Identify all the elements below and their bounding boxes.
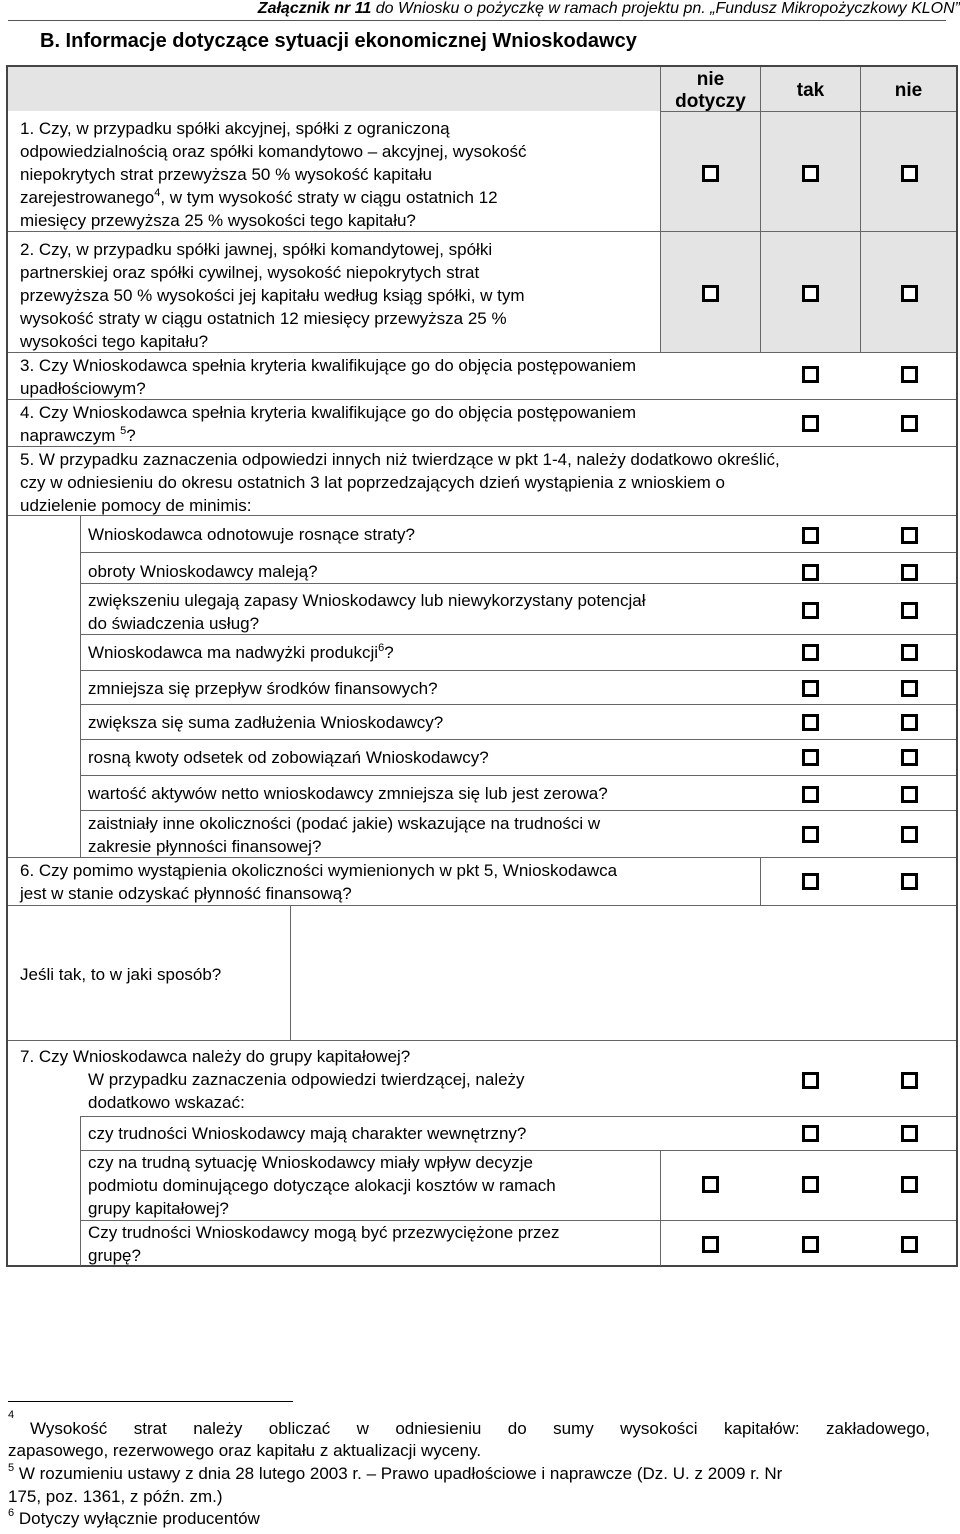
footnote-6-number: 6 bbox=[8, 1507, 15, 1519]
column-header-not-applicable bbox=[661, 69, 760, 113]
q7-left-indent bbox=[80, 1116, 81, 1266]
q3-checkbox-no[interactable] bbox=[901, 366, 918, 383]
q1-line: 1. Czy, w przypadku spółki akcyjnej, spółki z ograniczoną bbox=[20, 119, 450, 138]
q2-line: 2. Czy, w przypadku spółki jawnej, spółki komandytowej, spółki bbox=[20, 240, 493, 259]
section-title: B. Informacje dotyczące sytuacji ekonomicznej Wnioskodawcy bbox=[40, 30, 637, 52]
q2-line: partnerskiej oraz spółki cywilnej, wysokość niepokrytych strat bbox=[20, 263, 480, 282]
q5g-checkbox-yes[interactable] bbox=[802, 749, 819, 766]
q5i-label: zakresie płynności finansowej? bbox=[88, 837, 322, 856]
column-header-yes: tak bbox=[796, 80, 825, 101]
footnote-6-text: Dotyczy wyłącznie producentów bbox=[18, 1509, 260, 1528]
footnote-ref-4[interactable]: 4 bbox=[154, 187, 161, 199]
row-divider-q7a bbox=[80, 1116, 956, 1117]
footnote-separator bbox=[8, 1401, 293, 1402]
q5h-label: wartość aktywów netto wnioskodawcy zmniejsza się lub jest zerowa? bbox=[88, 784, 608, 803]
q5-line: czy w odniesieniu do okresu ostatnich 3 lat poprzedzających dzień wystąpienia z wnioskiem o bbox=[20, 473, 725, 492]
column-header-no: nie bbox=[894, 80, 923, 101]
footnote-ref-6[interactable]: 6 bbox=[378, 642, 385, 654]
q7-line: W przypadku zaznaczenia odpowiedzi twierdzącej, należy bbox=[88, 1070, 525, 1089]
q4-line: 4. Czy Wnioskodawca spełnia kryteria kwalifikujące go do objęcia postępowaniem bbox=[20, 403, 637, 422]
footnote-5-number: 5 bbox=[8, 1462, 15, 1474]
col-divider-3 bbox=[860, 67, 861, 352]
footnote-6 bbox=[8, 1508, 260, 1530]
q5g-checkbox-no[interactable] bbox=[901, 749, 918, 766]
q6-line: 6. Czy pomimo wystąpienia okoliczności wymienionych w pkt 5, Wnioskodawca bbox=[20, 861, 618, 880]
q7b-checkbox-yes[interactable] bbox=[802, 1176, 819, 1193]
q2-checkbox-yes[interactable] bbox=[802, 285, 819, 302]
q5d-text: ? bbox=[384, 643, 394, 662]
q5d-text: Wnioskodawca ma nadwyżki produkcji bbox=[88, 643, 379, 662]
footnote-4 bbox=[8, 1410, 14, 1432]
q5g-label: rosną kwoty odsetek od zobowiązań Wnioskodawcy? bbox=[88, 748, 489, 767]
q5e-checkbox-no[interactable] bbox=[901, 680, 918, 697]
row-divider-q4 bbox=[8, 399, 956, 400]
q5e-label: zmniejsza się przepływ środków finansowych? bbox=[88, 679, 438, 698]
q7c-checkbox-not-applicable[interactable] bbox=[702, 1236, 719, 1253]
row-divider-q5f bbox=[80, 739, 956, 740]
q7c-checkbox-no[interactable] bbox=[901, 1236, 918, 1253]
q1-line: miesięcy przewyższa 25 % wysokości tego kapitału? bbox=[20, 211, 416, 230]
q5h-checkbox-yes[interactable] bbox=[802, 786, 819, 803]
q4-checkbox-no[interactable] bbox=[901, 415, 918, 432]
footnote-5-text: 175, poz. 1361, z późn. zm.) bbox=[8, 1487, 223, 1506]
q7b-checkbox-no[interactable] bbox=[901, 1176, 918, 1193]
q7-checkbox-no[interactable] bbox=[901, 1072, 918, 1089]
q6-answer-right bbox=[760, 857, 761, 905]
q1-line: odpowiedzialnością oraz spółki komandytowo – akcyjnej, wysokość bbox=[20, 142, 527, 161]
header-divider bbox=[8, 20, 946, 21]
q7b-label: czy na trudną sytuację Wnioskodawcy miały wpływ decyzje bbox=[88, 1153, 534, 1172]
q4-text: ? bbox=[126, 426, 136, 445]
footnote-4-number: 4 bbox=[8, 1409, 15, 1421]
q5c-label: zwiększeniu ulegają zapasy Wnioskodawcy lub niewykorzystany potencjał bbox=[88, 591, 646, 610]
q4-line bbox=[20, 424, 136, 447]
row-divider-q5h bbox=[80, 810, 956, 811]
q5a-checkbox-yes[interactable] bbox=[802, 527, 819, 544]
attachment-header bbox=[0, 0, 960, 18]
q7-answer-divider bbox=[660, 1150, 661, 1266]
q5-line: 5. W przypadku zaznaczenia odpowiedzi innych niż twierdzące w pkt 1-4, należy dodatkowo określić, bbox=[20, 450, 780, 469]
column-header-not-applicable-line1: nie bbox=[696, 69, 725, 90]
col-divider-2 bbox=[760, 67, 761, 352]
q5i-checkbox-no[interactable] bbox=[901, 826, 918, 843]
q6-followup-label: Jeśli tak, to w jaki sposób? bbox=[20, 965, 222, 984]
q7b-label: grupy kapitałowej? bbox=[88, 1199, 229, 1218]
footnote-4-text: Wysokość strat należy obliczać w odniesieniu do sumy wysokości kapitałów: zakładowego, bbox=[30, 1419, 930, 1438]
q5-line: udzielenie pomocy de minimis: bbox=[20, 496, 252, 515]
q7-checkbox-yes[interactable] bbox=[802, 1072, 819, 1089]
q1-line bbox=[20, 186, 498, 209]
q1-checkbox-yes[interactable] bbox=[802, 165, 819, 182]
q3-line: upadłościowym? bbox=[20, 379, 146, 398]
q5-left-indent bbox=[80, 515, 81, 857]
q5i-checkbox-yes[interactable] bbox=[802, 826, 819, 843]
q5f-label: zwiększa się suma zadłużenia Wnioskodawcy? bbox=[88, 713, 444, 732]
q2-checkbox-no[interactable] bbox=[901, 285, 918, 302]
q6-checkbox-yes[interactable] bbox=[802, 873, 819, 890]
q7-line: dodatkowo wskazać: bbox=[88, 1093, 245, 1112]
q5c-checkbox-yes[interactable] bbox=[802, 602, 819, 619]
q6-followup-answer-area[interactable] bbox=[292, 907, 954, 1038]
q1-checkbox-no[interactable] bbox=[901, 165, 918, 182]
q5f-checkbox-yes[interactable] bbox=[802, 714, 819, 731]
q2-line: wysokość straty w ciągu ostatnich 12 miesięcy przewyższa 25 % bbox=[20, 309, 507, 328]
row-divider-q5d bbox=[80, 670, 956, 671]
row-divider-q5e bbox=[80, 704, 956, 705]
attachment-number: Załącznik nr 11 bbox=[257, 0, 372, 17]
column-header-not-applicable-line2: dotyczy bbox=[675, 91, 746, 112]
q7a-label: czy trudności Wnioskodawcy mają charakter wewnętrzny? bbox=[88, 1124, 527, 1143]
row-divider-q5a bbox=[80, 552, 956, 553]
q2-checkbox-not-applicable[interactable] bbox=[702, 285, 719, 302]
q5b-checkbox-yes[interactable] bbox=[802, 564, 819, 581]
q5a-label: Wnioskodawca odnotowuje rosnące straty? bbox=[88, 525, 415, 544]
q5d-checkbox-yes[interactable] bbox=[802, 644, 819, 661]
q5h-checkbox-no[interactable] bbox=[901, 786, 918, 803]
q4-text: naprawczym bbox=[20, 426, 116, 445]
footnote-5-text: W rozumieniu ustawy z dnia 28 lutego 2003 r. – Prawo upadłościowe i naprawcze (Dz. U. z 2009 r. Nr bbox=[18, 1464, 783, 1483]
q5c-label: do świadczenia usług? bbox=[88, 614, 260, 633]
q5b-label: obroty Wnioskodawcy maleją? bbox=[88, 562, 318, 581]
q5d-checkbox-no[interactable] bbox=[901, 644, 918, 661]
q6-line: jest w stanie odzyskać płynność finansową? bbox=[20, 884, 352, 903]
q5f-checkbox-no[interactable] bbox=[901, 714, 918, 731]
attachment-description: do Wniosku o pożyczkę w ramach projektu pn. „Fundusz Mikropożyczkowy KLON” bbox=[371, 0, 960, 17]
row-divider-q6-answer bbox=[8, 905, 956, 906]
q6-checkbox-no[interactable] bbox=[901, 873, 918, 890]
q7c-label: grupę? bbox=[88, 1246, 141, 1265]
q1-text: zarejestrowanego bbox=[20, 188, 155, 207]
q1-text: , w tym wysokość straty w ciągu ostatnich 12 bbox=[160, 188, 498, 207]
footnote-4-text: zapasowego, rezerwowego oraz kapitału z aktualizacji wyceny. bbox=[8, 1441, 482, 1460]
q7c-checkbox-yes[interactable] bbox=[802, 1236, 819, 1253]
q7c-label: Czy trudności Wnioskodawcy mogą być przezwyciężone przez bbox=[88, 1223, 560, 1242]
row-divider-q5g bbox=[80, 775, 956, 776]
q7a-checkbox-no[interactable] bbox=[901, 1125, 918, 1142]
q5b-checkbox-no[interactable] bbox=[901, 564, 918, 581]
q7-line: 7. Czy Wnioskodawca należy do grupy kapitałowej? bbox=[20, 1047, 411, 1066]
q2-line: wysokości tego kapitału? bbox=[20, 332, 209, 351]
footnote-ref-5[interactable]: 5 bbox=[120, 425, 127, 437]
q5i-label: zaistniały inne okoliczności (podać jakie) wskazujące na trudności w bbox=[88, 814, 601, 833]
row-divider-q5 bbox=[8, 446, 956, 447]
q7b-checkbox-not-applicable[interactable] bbox=[702, 1176, 719, 1193]
q5c-checkbox-no[interactable] bbox=[901, 602, 918, 619]
q3-checkbox-yes[interactable] bbox=[802, 366, 819, 383]
q5a-checkbox-no[interactable] bbox=[901, 527, 918, 544]
q6-answer-divider bbox=[290, 905, 291, 1040]
footnote-5 bbox=[8, 1463, 782, 1485]
q2-line: przewyższa 50 % wysokości jej kapitału według ksiąg spółki, w tym bbox=[20, 286, 525, 305]
row-divider-q5b bbox=[80, 583, 956, 584]
q7a-checkbox-yes[interactable] bbox=[802, 1125, 819, 1142]
row-divider-q7 bbox=[8, 1040, 956, 1041]
q5d-label bbox=[88, 641, 394, 664]
q1-line: niepokrytych strat przewyższa 50 % wysokość kapitału bbox=[20, 165, 432, 184]
q4-checkbox-yes[interactable] bbox=[802, 415, 819, 432]
q1-checkbox-not-applicable[interactable] bbox=[702, 165, 719, 182]
q5e-checkbox-yes[interactable] bbox=[802, 680, 819, 697]
q7b-label: podmiotu dominującego dotyczące alokacji kosztów w ramach bbox=[88, 1176, 556, 1195]
q3-line: 3. Czy Wnioskodawca spełnia kryteria kwalifikujące go do objęcia postępowaniem bbox=[20, 356, 637, 375]
